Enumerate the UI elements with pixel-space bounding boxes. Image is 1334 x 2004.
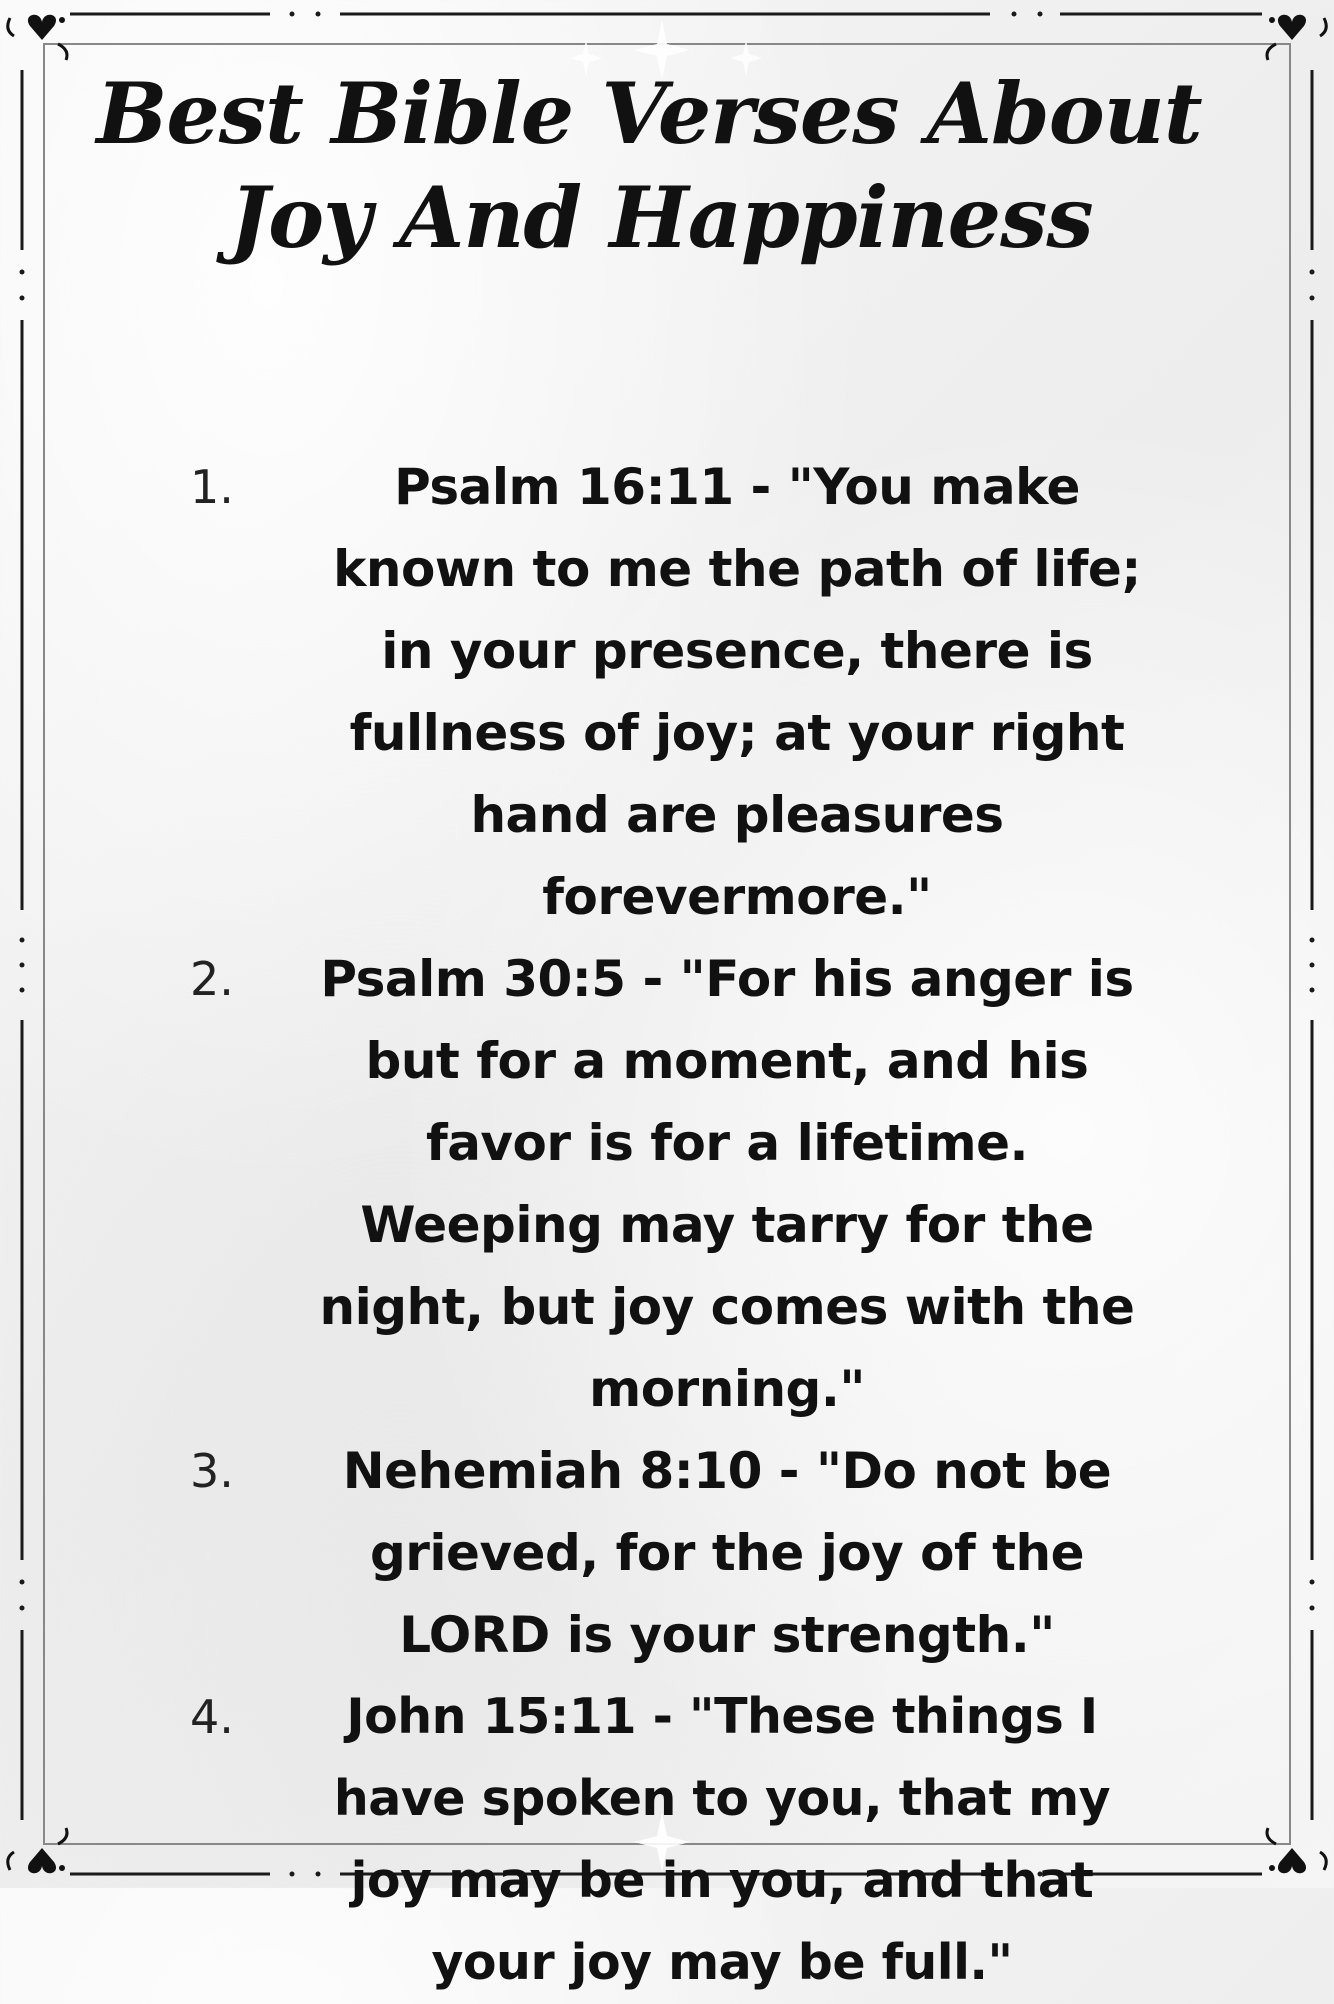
corner-ornament-top-right-icon — [1267, 15, 1326, 60]
list-item — [0, 1676, 1334, 2004]
verse-number: 1. — [190, 460, 234, 514]
verse-list — [0, 446, 1334, 2004]
verse-text: Psalm 16:11 - "You make known to me the path of life; in your presence, there is fullness of joy; at your right hand are pleasures forevermore." — [333, 458, 1141, 926]
verse-number: 3. — [190, 1444, 234, 1498]
verse-text: Psalm 30:5 - "For his anger is but for a moment, and his favor is for a lifetime. Weeping may tarry for the night, but joy comes with the morning." — [319, 950, 1135, 1418]
title-line-2: Joy And Happiness — [229, 168, 1093, 267]
title-line-1: Best Bible Verses About — [96, 64, 1202, 163]
verse-text: Nehemiah 8:10 - "Do not be grieved, for the joy of the LORD is your strength." — [342, 1442, 1112, 1664]
list-item — [0, 938, 1334, 1430]
verse-text: John 15:11 - "These things I have spoken to you, that my joy may be in you, and that your joy may be full." — [333, 1688, 1111, 1991]
list-item — [0, 1430, 1334, 1676]
verse-number: 4. — [190, 1690, 234, 1744]
corner-ornament-top-left-icon — [8, 15, 67, 60]
page-title — [0, 62, 1334, 270]
verse-number: 2. — [190, 952, 234, 1006]
list-item — [0, 446, 1334, 938]
